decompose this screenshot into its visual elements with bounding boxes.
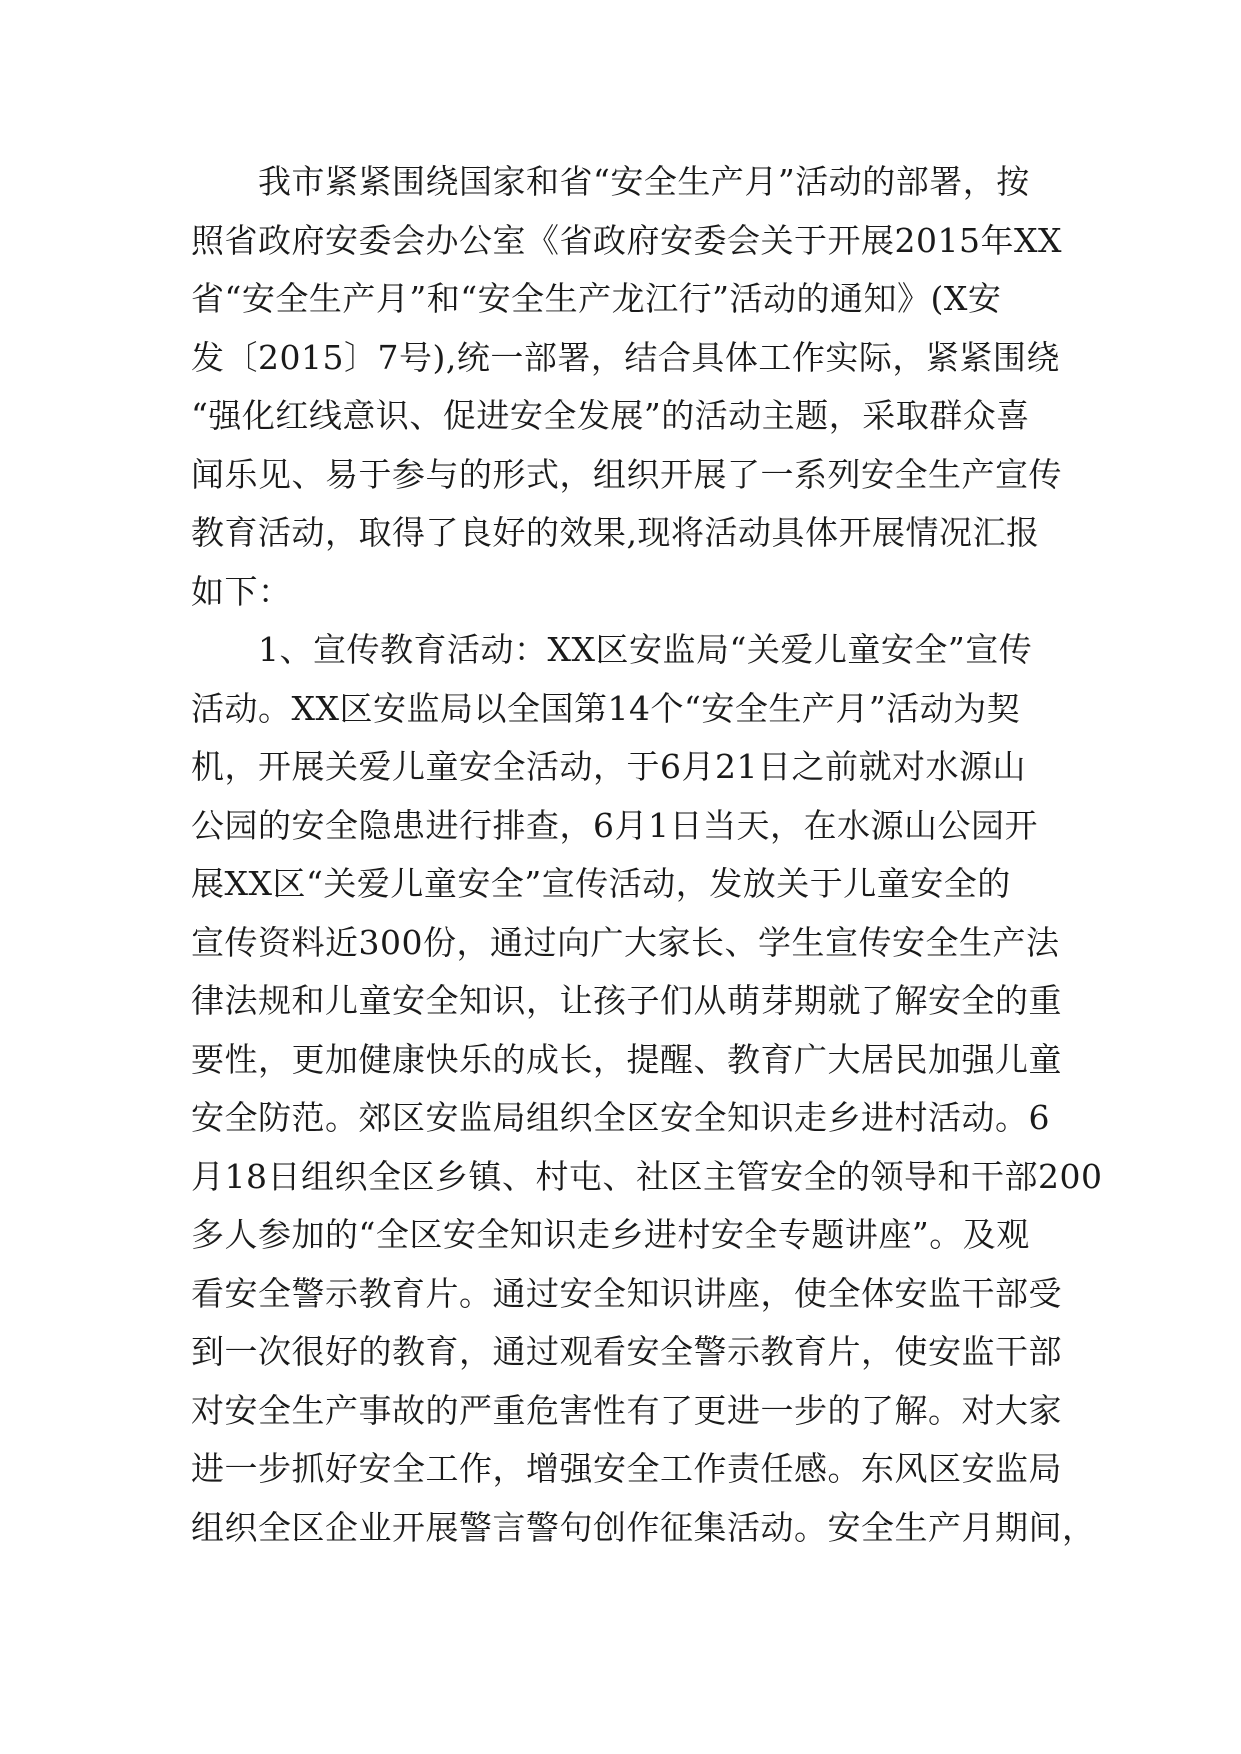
text-line: 发〔2015〕7号),统一部署，结合具体工作实际，紧紧围绕 (191, 337, 1060, 377)
text-line: 闻乐见、易于参与的形式，组织开展了一系列安全生产宣传 (191, 454, 1062, 494)
text-line: 照省政府安委会办公室《省政府安委会关于开展2015年XX (191, 220, 1062, 260)
paragraph-section-1 (191, 621, 1103, 1557)
text-line: 公园的安全隐患进行排查，6月1日当天，在水源山公园开 (191, 805, 1038, 845)
text-line: 宣传资料近300份，通过向广大家长、学生宣传安全生产法 (191, 922, 1060, 962)
text-line: 到一次很好的教育，通过观看安全警示教育片，使安监干部 (191, 1332, 1062, 1371)
text-line: 安全防范。郊区安监局组织全区安全知识走乡进村活动。6 (191, 1098, 1050, 1137)
paragraph-intro (191, 153, 1062, 621)
text-line: 月18日组织全区乡镇、村屯、社区主管安全的领导和干部200 (191, 1156, 1103, 1196)
text-line: 律法规和儿童安全知识，让孩子们从萌芽期就了解安全的重 (191, 981, 1062, 1020)
text-line: 进一步抓好安全工作，增强安全工作责任感。东风区安监局 (191, 1449, 1062, 1488)
text-line: 1、宣传教育活动：XX区安监局“关爱儿童安全”宣传 (191, 630, 1033, 669)
text-line: 我市紧紧围绕国家和省“安全生产月”活动的部署，按 (191, 162, 1030, 201)
text-line: 要性，更加健康快乐的成长，提醒、教育广大居民加强儿童 (191, 1039, 1062, 1079)
text-line: 省“安全生产月”和“安全生产龙江行”活动的通知》(X安 (191, 279, 1002, 318)
text-line: 展XX区“关爱儿童安全”宣传活动，发放关于儿童安全的 (191, 864, 1011, 903)
document-body (191, 153, 1103, 1557)
text-line: 组织全区企业开展警言警句创作征集活动。安全生产月期间， (191, 1507, 1096, 1547)
text-line: 如下： (191, 571, 292, 611)
text-line: 对安全生产事故的严重危害性有了更进一步的了解。对大家 (191, 1390, 1062, 1430)
text-line: 机，开展关爱儿童安全活动，于6月21日之前就对水源山 (191, 747, 1026, 786)
text-line: 活动。XX区安监局以全国第14个“安全生产月”活动为契 (191, 688, 1021, 728)
text-line: 多人参加的“全区安全知识走乡进村安全专题讲座”。及观 (191, 1215, 1030, 1254)
text-line: “强化红线意识、促进安全发展”的活动主题，采取群众喜 (191, 396, 1030, 435)
text-line: 教育活动，取得了良好的效果,现将活动具体开展情况汇报 (191, 513, 1040, 552)
text-line: 看安全警示教育片。通过安全知识讲座，使全体安监干部受 (191, 1273, 1062, 1313)
